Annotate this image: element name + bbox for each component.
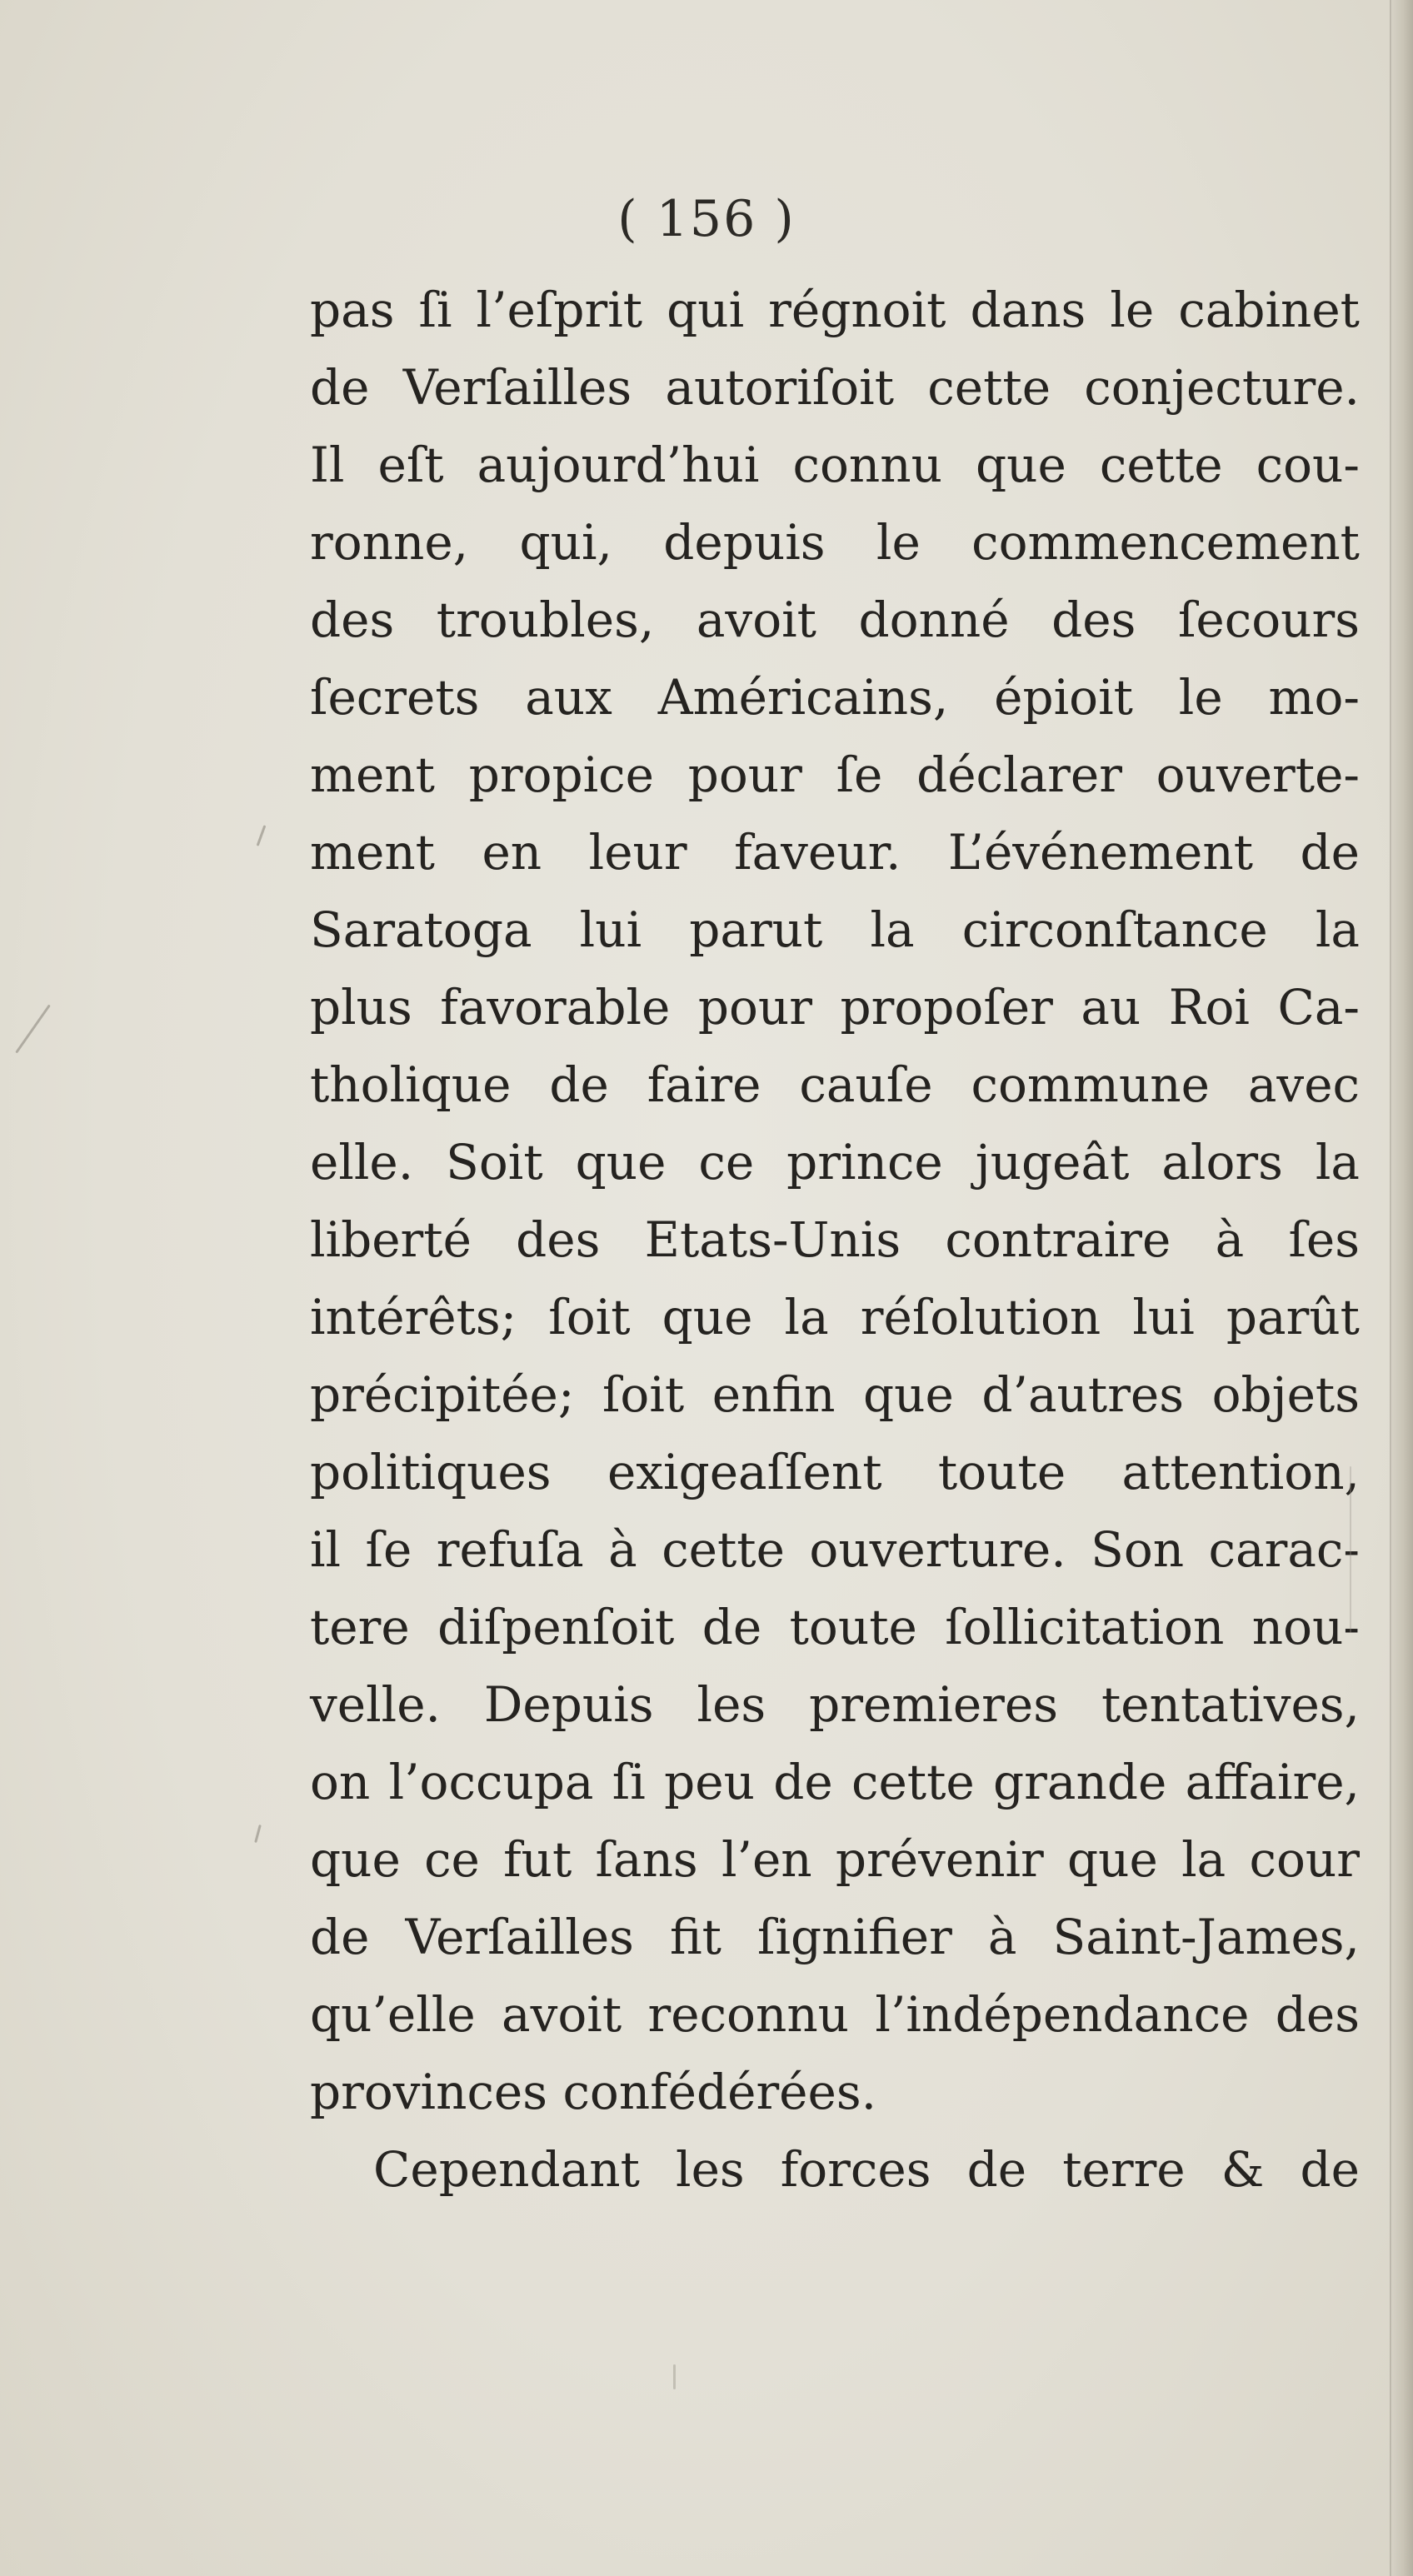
text-line: ment propice pour ſe déclarer ouverte- [310,746,1360,803]
text-line: liberté des Etats-Unis contraire à ſes [310,1211,1360,1268]
paragraph-start-line: Cependant les forces de terre & de [373,2141,1360,2198]
text-line: qu’elle avoit reconnu l’indépendance des [310,1986,1360,2043]
text-line: Il eſt aujourd’hui connu que cette cou- [310,437,1360,493]
paper-blemish [254,1825,262,1843]
text-line: elle. Soit que ce prince jugeât alors la [310,1134,1360,1191]
text-line: de Verſailles fit ſignifier à Saint-James, [310,1909,1360,1965]
text-line: Saratoga lui parut la circonſtance la [310,901,1360,958]
text-line: velle. Depuis les premieres tentatives, [310,1676,1360,1733]
text-line: pas ſi l’eſprit qui régnoit dans le cabinet [310,282,1360,338]
text-line: des troubles, avoit donné des ſecours [310,592,1360,648]
text-line: précipitée; ſoit enfin que d’autres objets [310,1366,1360,1423]
paper-blemish [15,1004,51,1053]
text-line: ronne, qui, depuis le commencement [310,514,1360,571]
paper-blemish [257,825,267,846]
body-text [310,272,1360,2209]
paragraph-end-line: provinces confédérées. [310,2064,877,2120]
text-line: plus favorable pour propoſer au Roi Ca- [310,979,1360,1036]
text-line: de Verſailles autoriſoit cette conjecture. [310,359,1360,416]
paper-blemish [673,2364,676,2389]
text-line: que ce fut ſans l’en prévenir que la cour [310,1831,1360,1888]
page-edge [1391,0,1413,2576]
text-line: on l’occupa ſi peu de cette grande affaire, [310,1754,1360,1810]
text-line: il ſe refuſa à cette ouverture. Son carac- [310,1521,1360,1578]
text-line: intérêts; ſoit que la réſolution lui parût [310,1289,1360,1345]
text-line: tere diſpenſoit de toute ſollicitation nou- [310,1599,1360,1655]
text-line: ment en leur faveur. L’événement de [310,824,1360,881]
text-line: ſecrets aux Américains, épioit le mo- [310,669,1360,726]
text-line: tholique de faire cauſe commune avec [310,1056,1360,1113]
paper-blemish [1350,1466,1351,1633]
page-number: ( 156 ) [617,190,796,248]
text-line: politiques exigeaſſent toute attention, [310,1444,1360,1500]
